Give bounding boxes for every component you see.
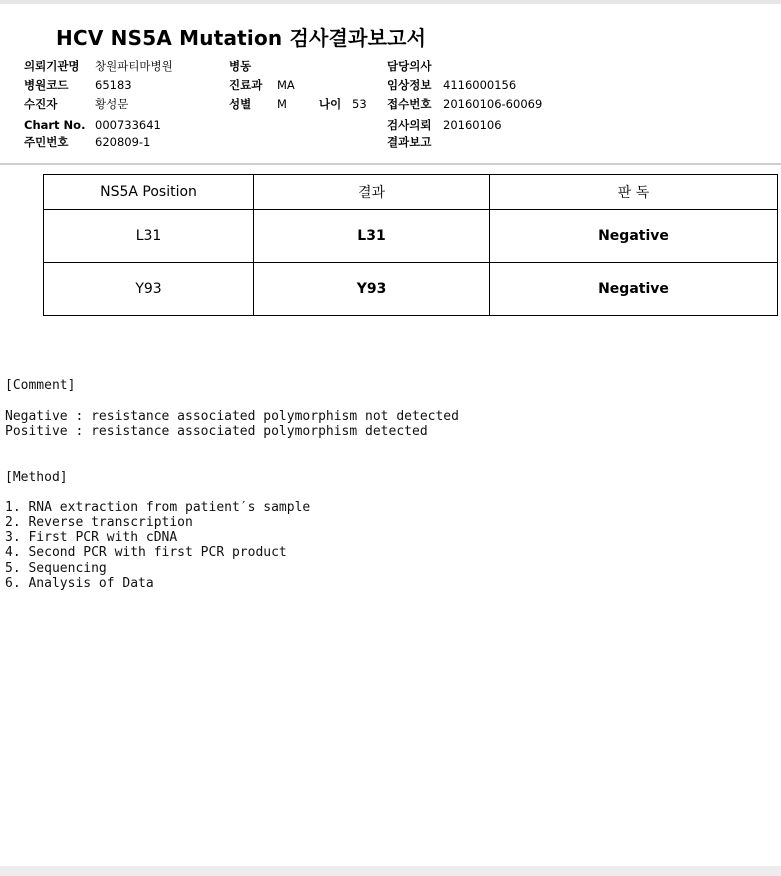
label-sex: 성별 bbox=[229, 97, 252, 111]
label-result-report: 결과보고 bbox=[387, 135, 432, 149]
header-result: 결과 bbox=[254, 175, 490, 210]
comment-line: Negative : resistance associated polymorphism not detected bbox=[5, 409, 459, 424]
label-receipt-no: 접수번호 bbox=[387, 97, 432, 111]
label-age: 나이 bbox=[319, 97, 342, 111]
method-step: 1. RNA extraction from patient′s sample bbox=[5, 500, 311, 515]
label-attending-doctor: 담당의사 bbox=[387, 59, 432, 73]
comment-line: Positive : resistance associated polymorphism detected bbox=[5, 424, 428, 439]
table-row bbox=[44, 210, 778, 263]
table-header-row bbox=[44, 175, 778, 210]
value-resident-no: 620809-1 bbox=[95, 135, 151, 149]
cell-position: L31 bbox=[44, 210, 254, 263]
cell-result: Y93 bbox=[254, 263, 490, 316]
value-age: 53 bbox=[352, 97, 367, 111]
label-patient-name: 수진자 bbox=[24, 97, 58, 111]
label-clinical-info: 임상정보 bbox=[387, 78, 432, 92]
header-position: NS5A Position bbox=[44, 175, 254, 210]
results-table bbox=[43, 174, 778, 316]
cell-position: Y93 bbox=[44, 263, 254, 316]
method-step: 3. First PCR with cDNA bbox=[5, 530, 178, 545]
report-title: HCV NS5A Mutation 검사결과보고서 bbox=[56, 26, 427, 50]
cell-interpretation: Negative bbox=[490, 210, 778, 263]
label-hospital-code: 병원코드 bbox=[24, 78, 69, 92]
label-test-request: 검사의뢰 bbox=[387, 118, 432, 132]
bottom-edge bbox=[0, 866, 781, 876]
value-department: MA bbox=[277, 78, 295, 92]
value-sex: M bbox=[277, 97, 287, 111]
label-ward: 병동 bbox=[229, 59, 252, 73]
method-heading: [Method] bbox=[5, 470, 68, 485]
header-interpretation: 판 독 bbox=[490, 175, 778, 210]
value-receipt-no: 20160106-60069 bbox=[443, 97, 543, 111]
label-chart-no: Chart No. bbox=[24, 118, 86, 132]
label-requesting-institution: 의뢰기관명 bbox=[24, 59, 80, 73]
method-step: 5. Sequencing bbox=[5, 561, 107, 576]
method-step: 2. Reverse transcription bbox=[5, 515, 193, 530]
value-chart-no: 000733641 bbox=[95, 118, 161, 132]
table-row bbox=[44, 263, 778, 316]
value-patient-name: 황성문 bbox=[95, 97, 129, 111]
cell-result: L31 bbox=[254, 210, 490, 263]
label-department: 진료과 bbox=[229, 78, 263, 92]
value-requesting-institution: 창원파티마병원 bbox=[95, 59, 173, 73]
comment-heading: [Comment] bbox=[5, 378, 76, 393]
label-resident-no: 주민번호 bbox=[24, 135, 69, 149]
value-hospital-code: 65183 bbox=[95, 78, 132, 92]
method-step: 4. Second PCR with first PCR product bbox=[5, 545, 287, 560]
value-test-request: 20160106 bbox=[443, 118, 502, 132]
value-clinical-info: 4116000156 bbox=[443, 78, 517, 92]
method-step: 6. Analysis of Data bbox=[5, 576, 154, 591]
header-divider bbox=[0, 163, 781, 165]
cell-interpretation: Negative bbox=[490, 263, 778, 316]
report-header bbox=[0, 4, 781, 162]
